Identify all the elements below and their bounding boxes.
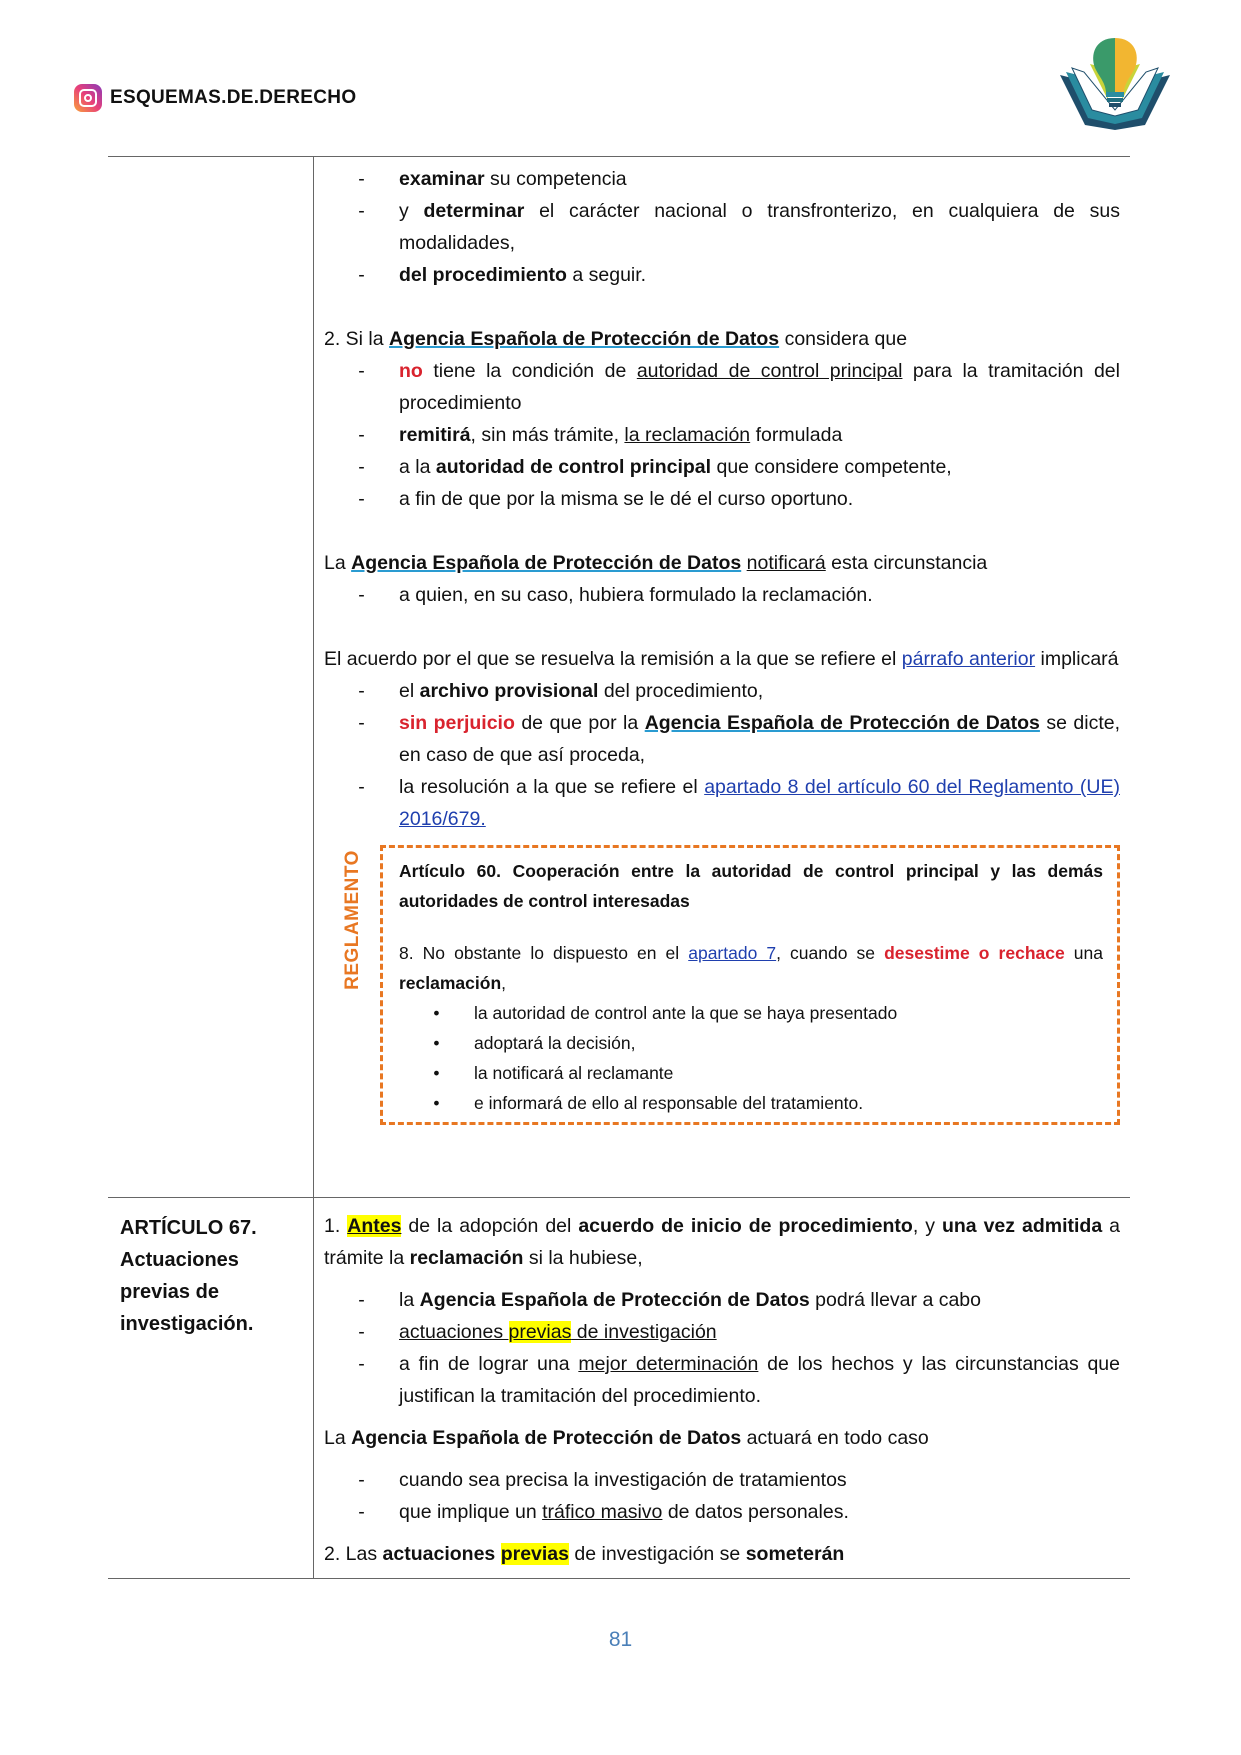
text: que considere competente, [711,456,952,478]
list-item [324,483,1120,515]
text: de datos personales. [662,1501,849,1523]
bold-text: actuaciones [382,1543,501,1565]
list-item [324,707,1120,771]
text: La [324,1427,352,1449]
text: el carácter nacional o transfronterizo, en cualquiera de sus modalidades, [399,200,1120,254]
dash-bullet: - [358,424,365,446]
list-item [324,1284,1120,1316]
text: a la [399,456,436,478]
list-item [324,451,1120,483]
list-item [324,259,1120,291]
aepd-term: Agencia Española de Protección de Datos [351,552,742,574]
table-row [108,1198,1130,1579]
article-67-label [108,1198,314,1578]
dash-bullet: - [358,456,365,478]
label-line: investigación. [120,1313,254,1335]
bold-text: Agencia Española de Protección de Datos [419,1289,810,1311]
paragraph-2 [324,323,1120,355]
bullet-item [399,1088,1103,1118]
text: que implique un [399,1501,543,1523]
text: e informará de ello al responsable del tratamiento. [474,1093,864,1113]
text: a quien, en su caso, hubiera formulado la reclamación. [399,584,873,606]
bullet-icon: • [433,1063,440,1083]
label-line: previas de [120,1281,219,1303]
dash-bullet: - [358,1353,365,1375]
text: el [399,680,420,702]
underlined-text: notificará [746,552,826,574]
text: una [1064,943,1103,963]
bold-text: archivo provisional [419,680,599,702]
text: de investigación se [569,1543,746,1565]
bold-text: remitirá [399,424,471,446]
aepd-term: Agencia Española de Protección de Datos [644,712,1040,734]
bold-text: determinar [423,200,525,222]
list-item [324,675,1120,707]
reglamento-label-text: REGLAMENTO [342,850,364,990]
dash-bullet: - [358,776,365,798]
paragraph-3 [324,547,1120,579]
text: su competencia [484,168,627,190]
dash-bullet: - [358,360,365,382]
list-item [324,355,1120,419]
bold-text: examinar [399,168,485,190]
text: si la hubiese, [523,1247,643,1269]
dash-bullet: - [358,1469,365,1491]
bullet-icon: • [433,1093,440,1113]
reglamento-callout [324,845,1120,1125]
text: a fin de que por la misma se le dé el curso oportuno. [399,488,854,510]
highlighted-text: Antes [347,1215,402,1237]
text: de los hechos y las circunstancias que justifican la tramitación del procedimiento. [399,1353,1120,1407]
bullet-icon: • [433,1033,440,1053]
text: actuará en todo caso [741,1427,929,1449]
text: , [501,973,507,993]
text: , sin más trámite, [470,424,625,446]
page-number: 81 [608,1628,633,1651]
underlined-text: actuaciones [399,1321,509,1343]
text: 1. [324,1215,348,1237]
text: esta circunstancia [825,552,988,574]
red-emphasis: sin perjuicio [399,712,515,734]
text: a trámite la [324,1215,1120,1269]
lightbulb-book-logo [1050,30,1180,140]
dash-bullet: - [358,1501,365,1523]
text: y [399,200,424,222]
bullet-item [399,1028,1103,1058]
underlined-text: la reclamación [624,424,751,446]
text: El acuerdo por el que se resuelva la remisión a la que se refiere el [324,648,902,670]
text: la autoridad de control ante la que se haya presentado [474,1003,898,1023]
dash-bullet: - [358,488,365,510]
paragraph-4 [324,643,1120,675]
row-content [314,157,1130,1197]
reglamento-title: Artículo 60. Cooperación entre la autoridad de control principal y las demás autoridades de control interesadas [399,861,1103,911]
list-item [324,163,1120,195]
bullet-icon: • [433,1003,440,1023]
bullet-item [399,998,1103,1028]
dash-bullet: - [358,584,365,606]
reglamento-paragraph [399,938,1103,998]
apartado-7-link[interactable]: apartado 7 [688,943,777,963]
dash-bullet: - [358,712,365,734]
dash-bullet: - [358,264,365,286]
label-line: Actuaciones [120,1249,239,1271]
text: cuando sea precisa la investigación de tratamientos [399,1469,847,1491]
bold-text: someterán [745,1543,845,1565]
text: adoptará la decisión, [474,1033,636,1053]
text: implicará [1035,648,1119,670]
list-item [324,771,1120,835]
underlined-text: de investigación [571,1321,717,1343]
article-67-paragraph-aepd [324,1422,1120,1454]
reglamento-label [336,845,370,995]
text: a fin de lograr una [399,1353,579,1375]
text: considera que [779,328,908,350]
text: para la tramitación del procedimiento [399,360,1120,414]
bold-text: una vez admitida [941,1215,1103,1237]
text: 2. Las [324,1543,383,1565]
bold-text: reclamación [399,973,502,993]
brand-header [74,84,356,112]
bold-text: Agencia Española de Protección de Datos [351,1427,742,1449]
list-item [324,419,1120,451]
aepd-term: Agencia Española de Protección de Datos [389,328,780,350]
text: tiene la condición de [422,360,637,382]
list-item [324,1496,1120,1528]
underlined-text: mejor determinación [578,1353,759,1375]
text: La [324,552,352,574]
text: podrá llevar a cabo [809,1289,981,1311]
instagram-icon [74,84,102,112]
row-label-empty [108,157,314,1197]
highlighted-text: previas [508,1321,572,1343]
table-row [108,156,1130,1198]
bold-text: del procedimiento [399,264,567,286]
label-line: ARTÍCULO 67. [120,1217,257,1239]
dash-bullet: - [358,1289,365,1311]
underlined-text: autoridad de control principal [636,360,903,382]
text: del procedimiento, [598,680,764,702]
list-item [324,579,1120,611]
text: , y [912,1215,942,1237]
article-67-paragraph-1 [324,1210,1120,1274]
brand-name: ESQUEMAS.DE.DERECHO [110,87,357,108]
reglamento-box [380,845,1120,1125]
bold-text: acuerdo de inicio de procedimiento [578,1215,913,1237]
article-67-paragraph-2 [324,1538,1120,1570]
text: , cuando se [776,943,885,963]
list-item [324,1316,1120,1348]
bold-text: autoridad de control principal [435,456,712,478]
text: la notificará al reclamante [474,1063,674,1083]
text: 2. Si la [324,328,390,350]
text: a seguir. [566,264,647,286]
article-60-link[interactable]: apartado 8 del artículo 60 del Reglamento (UE) 2016/679. [399,776,1120,830]
bullet-item [399,1058,1103,1088]
dash-bullet: - [358,200,365,222]
list-item [324,1348,1120,1412]
red-emphasis: desestime o rechace [884,943,1065,963]
article-table [108,156,1130,1579]
dash-bullet: - [358,168,365,190]
underlined-text: tráfico masivo [542,1501,663,1523]
dash-bullet: - [358,1321,365,1343]
text: la [399,1289,420,1311]
list-item [324,195,1120,259]
bold-text: reclamación [409,1247,524,1269]
text: 8. No obstante lo dispuesto en el [399,943,689,963]
dash-bullet: - [358,680,365,702]
text: de la adopción del [401,1215,579,1237]
highlighted-text: previas [500,1543,569,1565]
text: se dicte, en caso de que así proceda, [399,712,1121,766]
text: la resolución a la que se refiere el [399,776,705,798]
row-content [314,1198,1130,1578]
text: formulada [750,424,843,446]
list-item [324,1464,1120,1496]
text: de que por la [514,712,645,734]
parrafo-anterior-link[interactable]: párrafo anterior [901,648,1036,670]
red-emphasis: no [399,360,423,382]
